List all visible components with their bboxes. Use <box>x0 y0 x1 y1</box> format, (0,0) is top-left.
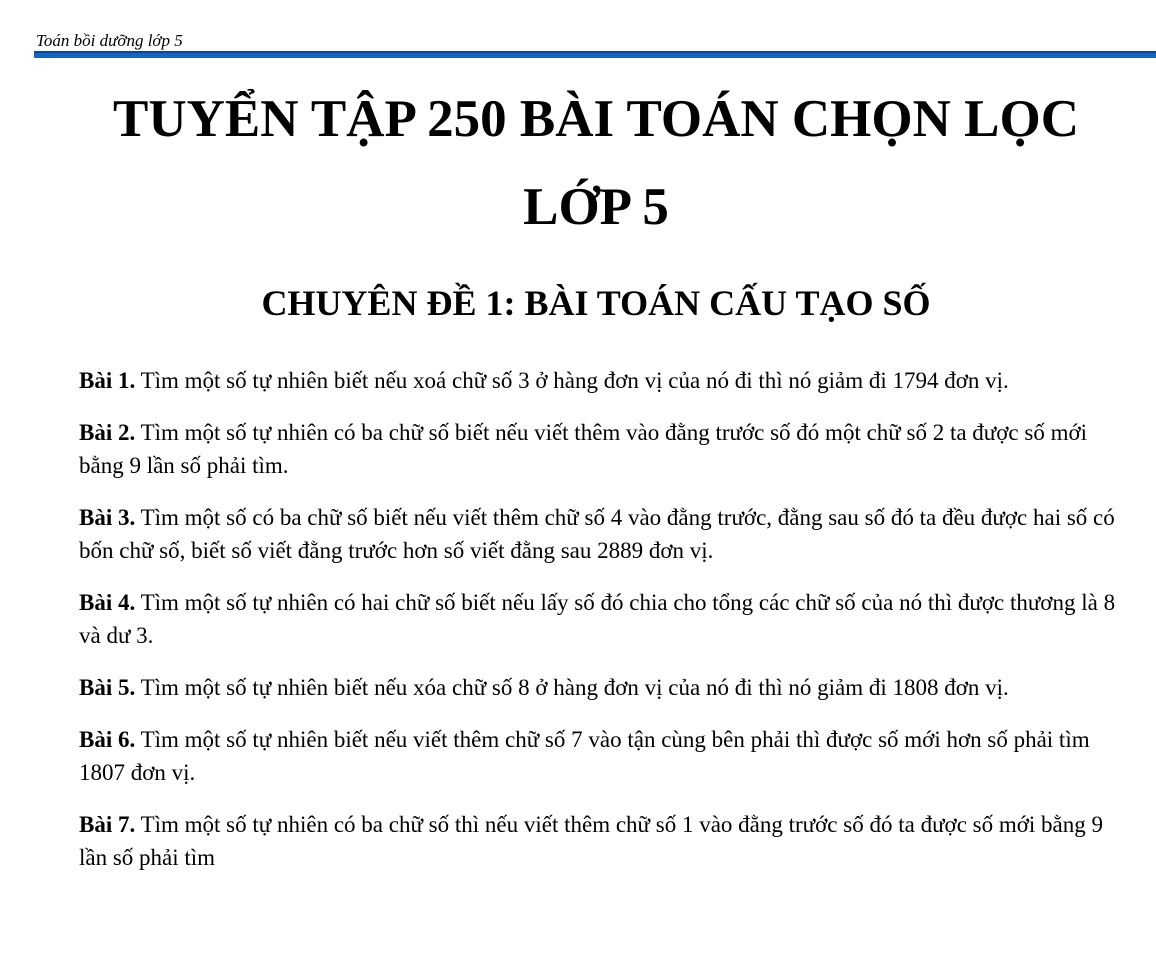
problem-item <box>79 586 1119 652</box>
problem-text: Tìm một số tự nhiên có ba chữ số thì nếu viết thêm chữ số 1 vào đằng trước số đó ta được số mới bằng 9 lần số phải tìm <box>79 812 1104 870</box>
document-title-line-1: TUYỂN TẬP 250 BÀI TOÁN CHỌN LỌC <box>113 90 1079 148</box>
problem-item <box>79 723 1119 789</box>
problem-text: Tìm một số có ba chữ số biết nếu viết thêm chữ số 4 vào đằng trước, đằng sau số đó ta đều được hai số có bốn chữ số, biết số viết đằng trước hơn số viết đằng sau 2889 đơn vị. <box>79 505 1115 563</box>
problem-label: Bài 2. <box>79 420 136 445</box>
problem-label: Bài 3. <box>79 505 136 530</box>
problem-label: Bài 4. <box>79 590 136 615</box>
problem-item <box>79 671 1119 704</box>
problem-label: Bài 1. <box>79 368 136 393</box>
problem-label: Bài 7. <box>79 812 136 837</box>
problem-text: Tìm một số tự nhiên biết nếu viết thêm chữ số 7 vào tận cùng bên phải thì được số mới hơn số phải tìm 1807 đơn vị. <box>79 727 1090 785</box>
problem-text: Tìm một số tự nhiên biết nếu xoá chữ số 3 ở hàng đơn vị của nó đi thì nó giảm đi 1794 đơn vị. <box>135 368 1009 393</box>
chapter-title: CHUYÊN ĐỀ 1: BÀI TOÁN CẤU TẠO SỐ <box>261 283 931 323</box>
problem-text: Tìm một số tự nhiên biết nếu xóa chữ số 8 ở hàng đơn vị của nó đi thì nó giảm đi 1808 đơn vị. <box>135 675 1009 700</box>
problem-item <box>79 808 1119 874</box>
problem-item <box>79 501 1119 567</box>
problem-item <box>79 364 1119 397</box>
problem-item <box>79 416 1119 482</box>
problem-label: Bài 6. <box>79 727 136 752</box>
running-header-title: Toán bồi dưỡng lớp 5 <box>36 31 183 50</box>
problem-list <box>79 364 1119 893</box>
problem-text: Tìm một số tự nhiên có hai chữ số biết nếu lấy số đó chia cho tổng các chữ số của nó thì được thương là 8 và dư 3. <box>79 590 1116 648</box>
header-divider <box>34 51 1156 58</box>
problem-label: Bài 5. <box>79 675 136 700</box>
problem-text: Tìm một số tự nhiên có ba chữ số biết nếu viết thêm vào đằng trước số đó một chữ số 2 ta được số mới bằng 9 lần số phải tìm. <box>79 420 1088 478</box>
document-title-line-2: LỚP 5 <box>523 178 669 236</box>
